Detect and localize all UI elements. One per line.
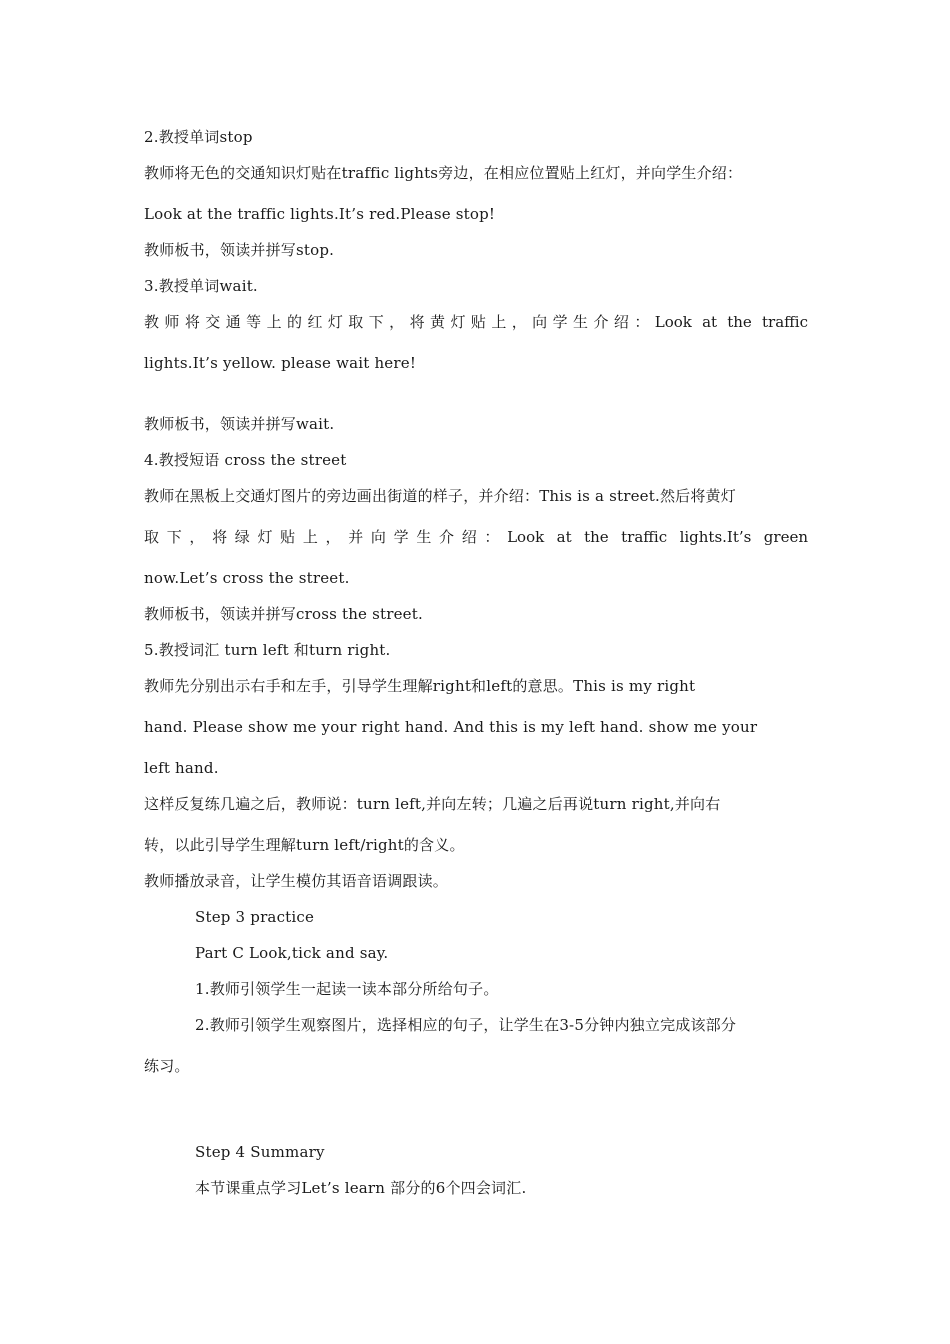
heading-teach-stop: 2.教授单词stop (144, 128, 253, 146)
paragraph-line: 教师先分别出示右手和左手，引导学生理解right和left的意思。This is my right (144, 677, 696, 695)
paragraph-line: Look at the traffic lights.It’s red.Please stop! (144, 205, 496, 223)
paragraph-line: 本节课重点学习Let’s learn 部分的6个四会词汇. (195, 1179, 527, 1197)
heading-teach-wait: 3.教授单词wait. (144, 277, 258, 295)
paragraph-line: 教师板书，领读并拼写stop. (144, 241, 335, 259)
paragraph-line: 教师在黑板上交通灯图片的旁边画出街道的样子，并介绍：This is a street.然后将黄灯 (144, 487, 736, 505)
heading-step-4: Step 4 Summary (195, 1143, 325, 1161)
heading-step-3: Step 3 practice (195, 908, 315, 926)
paragraph-line: 1.教师引领学生一起读一读本部分所给句子。 (195, 980, 499, 998)
heading-part-c: Part C Look,tick and say. (195, 944, 389, 962)
paragraph-line: now.Let’s cross the street. (144, 569, 350, 587)
paragraph-line: hand. Please show me your right hand. And this is my left hand. show me your (144, 718, 758, 736)
paragraph-line: 教师播放录音，让学生模仿其语音语调跟读。 (144, 872, 449, 890)
paragraph-line: 取下，将绿灯贴上，并向学生介绍：Look at the traffic lights.It’s green (144, 528, 808, 546)
paragraph-line: 教师板书，领读并拼写wait. (144, 415, 335, 433)
paragraph-line: left hand. (144, 759, 219, 777)
paragraph-line: 这样反复练几遍之后，教师说：turn left,并向左转；几遍之后再说turn right,并向右 (144, 795, 721, 813)
paragraph-line: 教师将交通等上的红灯取下，将黄灯贴上，向学生介绍：Look at the traffic (144, 313, 808, 331)
paragraph-line: 练习。 (144, 1057, 190, 1075)
paragraph-line: 教师板书，领读并拼写cross the street. (144, 605, 423, 623)
paragraph-line: 教师将无色的交通知识灯贴在traffic lights旁边，在相应位置贴上红灯，并向学生介绍： (144, 164, 743, 182)
heading-teach-cross-street: 4.教授短语 cross the street (144, 451, 347, 469)
paragraph-line: 2.教师引领学生观察图片，选择相应的句子，让学生在3-5分钟内独立完成该部分 (195, 1016, 737, 1034)
heading-teach-turn: 5.教授词汇 turn left 和turn right. (144, 641, 391, 659)
paragraph-line: 转，以此引导学生理解turn left/right的含义。 (144, 836, 465, 854)
paragraph-line: lights.It’s yellow. please wait here! (144, 354, 417, 372)
